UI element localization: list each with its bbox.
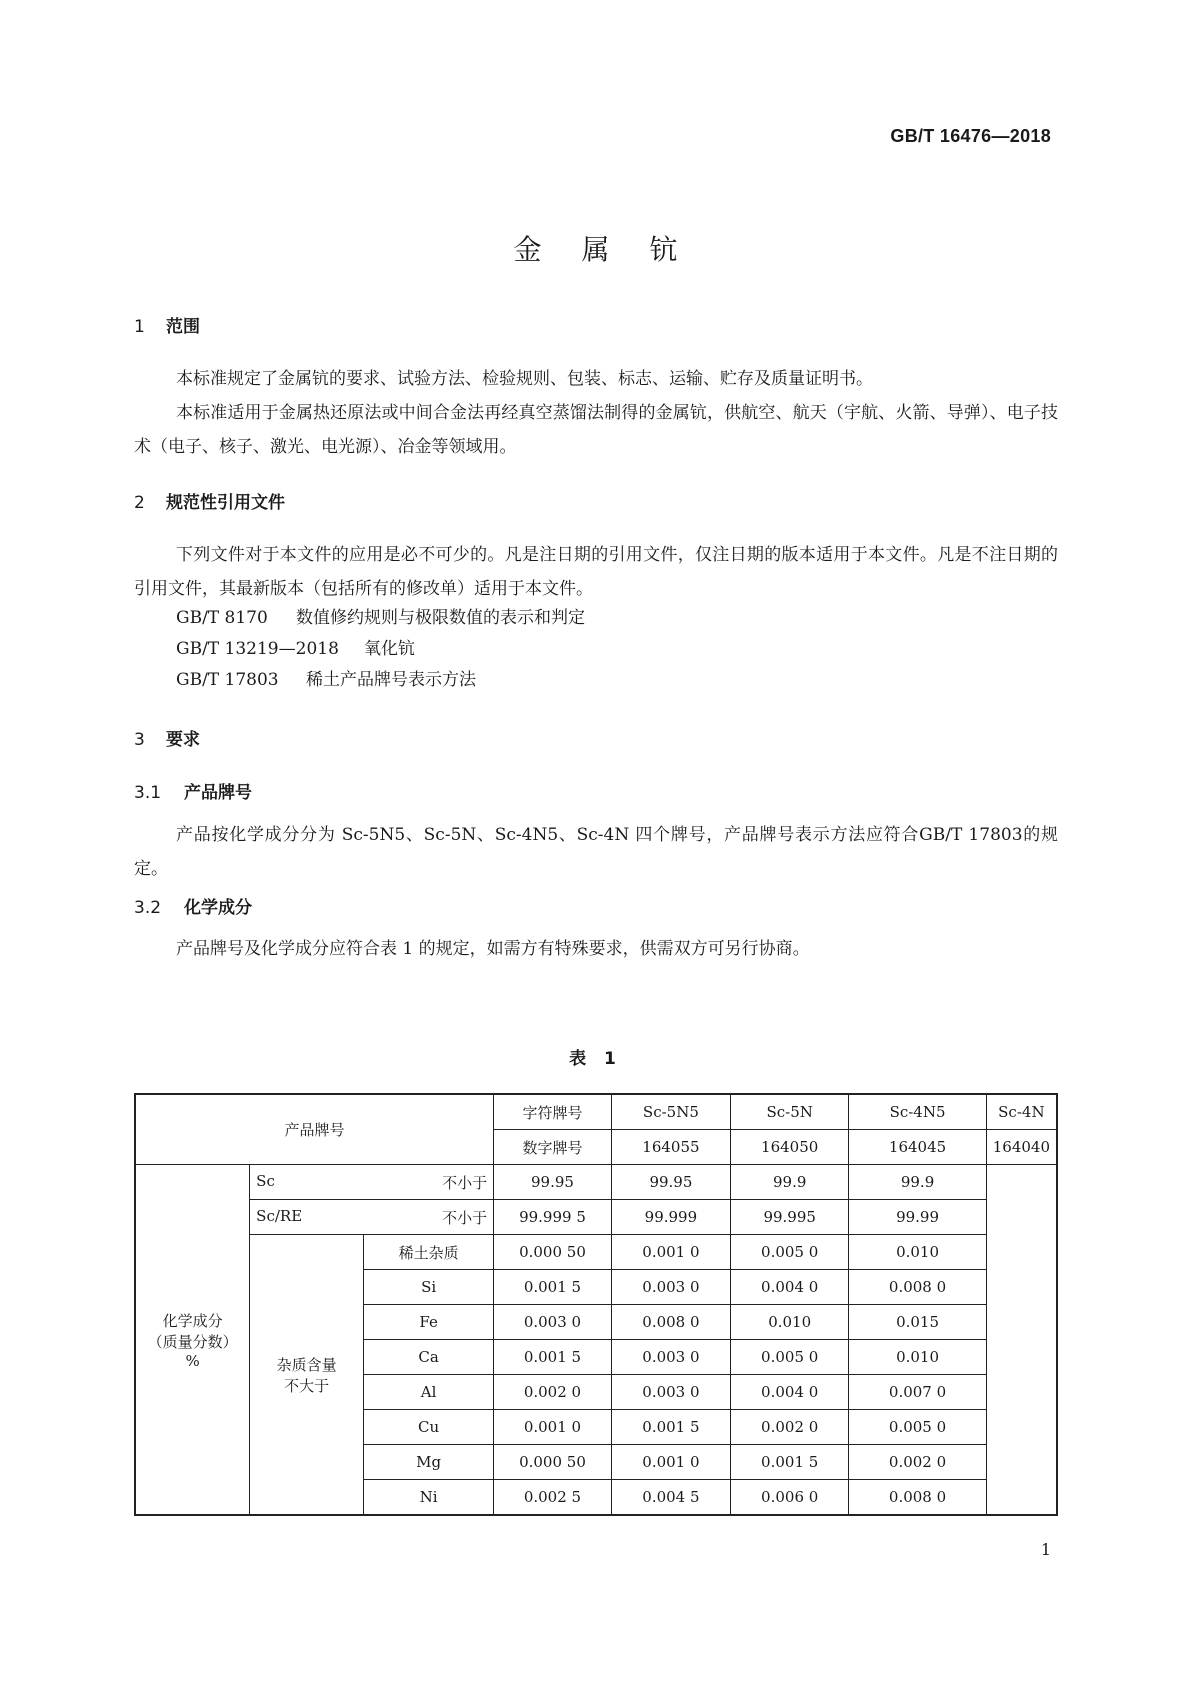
label-line: 化学成分: [162, 1311, 223, 1330]
value-cell: 0.004 0: [731, 1270, 849, 1305]
section-number: 3.1: [134, 783, 162, 803]
value-cell: 99.999: [611, 1200, 730, 1235]
grade-cell: Sc-5N5: [611, 1094, 730, 1130]
section-3-2-heading: [134, 893, 252, 918]
value-cell: 0.000 50: [494, 1235, 612, 1270]
value-cell: 99.995: [731, 1200, 849, 1235]
value-cell: 0.002 0: [731, 1410, 849, 1445]
value-cell: 0.004 0: [731, 1375, 849, 1410]
document-title: 金属钪: [513, 233, 718, 266]
reference-title: 数值修约规则与极限数值的表示和判定: [296, 608, 585, 628]
grade-cell: 164045: [849, 1130, 986, 1165]
reference-item: [176, 603, 585, 628]
paragraph: 下列文件对于本文件的应用是必不可少的。凡是注日期的引用文件，仅注日期的版本适用于本文件。凡是不注日期的引用文件，其最新版本（包括所有的修改单）适用于本文件。: [134, 545, 1058, 599]
value-cell: 0.006 0: [731, 1480, 849, 1516]
section-3-2-body: [134, 932, 1058, 966]
reference-code: GB/T 17803: [176, 670, 279, 690]
num-grade-label: 数字牌号: [494, 1130, 612, 1165]
value-cell: 0.001 0: [494, 1410, 612, 1445]
qualifier: 不小于: [442, 1173, 488, 1192]
section-title: 要求: [166, 730, 200, 750]
value-cell: 0.003 0: [611, 1270, 730, 1305]
impurity-name: Mg: [364, 1445, 494, 1480]
section-title: 化学成分: [184, 898, 252, 918]
value-cell: 0.001 0: [611, 1445, 730, 1480]
table-row: [135, 1094, 1057, 1130]
label-line: （质量分数）: [147, 1332, 238, 1351]
section-title: 产品牌号: [184, 783, 252, 803]
product-grade-header: 产品牌号: [135, 1094, 494, 1165]
paragraph: 本标准适用于金属热还原法或中间合金法再经真空蒸馏法制得的金属钪，供航空、航天（宇航、火箭、导弹）、电子技术（电子、核子、激光、电光源）、冶金等领域用。: [134, 403, 1058, 457]
value-cell: 0.005 0: [731, 1235, 849, 1270]
value-cell: 0.004 5: [611, 1480, 730, 1516]
section-3-1-heading: [134, 778, 252, 803]
impurity-name: Ca: [364, 1340, 494, 1375]
value-cell: 99.999 5: [494, 1200, 612, 1235]
impurity-name: Cu: [364, 1410, 494, 1445]
value-cell: 0.010: [849, 1340, 986, 1375]
section-2-heading: [134, 488, 285, 513]
grade-cell: Sc-4N5: [849, 1094, 986, 1130]
label-line: 不大于: [284, 1376, 330, 1395]
impurity-name: Al: [364, 1375, 494, 1410]
value-cell: 0.003 0: [494, 1305, 612, 1340]
value-cell: 0.015: [849, 1305, 986, 1340]
value-cell: 0.002 0: [849, 1445, 986, 1480]
impurity-name: Si: [364, 1270, 494, 1305]
impurity-label: [250, 1235, 364, 1516]
value-cell: 0.000 50: [494, 1445, 612, 1480]
value-cell: 99.95: [611, 1165, 730, 1200]
section-1-body: [134, 362, 1058, 464]
section-3-heading: [134, 725, 200, 750]
impurity-name: Ni: [364, 1480, 494, 1516]
label-line: 杂质含量: [276, 1355, 337, 1374]
value-cell: 0.003 0: [611, 1340, 730, 1375]
value-cell: 0.005 0: [849, 1410, 986, 1445]
value-cell: 0.003 0: [611, 1375, 730, 1410]
value-cell: 0.002 5: [494, 1480, 612, 1516]
char-grade-label: 字符牌号: [494, 1094, 612, 1130]
grade-cell: 164040: [986, 1130, 1057, 1165]
table-row: [135, 1200, 1057, 1235]
value-cell: 99.95: [494, 1165, 612, 1200]
section-number: 3: [134, 730, 145, 750]
element-name: Sc/RE: [256, 1206, 303, 1225]
section-number: 1: [134, 317, 145, 337]
reference-item: [176, 634, 415, 659]
value-cell: 0.002 0: [494, 1375, 612, 1410]
qualifier: 不小于: [442, 1208, 488, 1227]
reference-code: GB/T 13219—2018: [176, 639, 339, 659]
table-row: [135, 1165, 1057, 1200]
page-number: 1: [1040, 1540, 1051, 1559]
value-cell: 99.99: [849, 1200, 986, 1235]
reference-title: 稀土产品牌号表示方法: [306, 670, 476, 690]
paragraph: 本标准规定了金属钪的要求、试验方法、检验规则、包装、标志、运输、贮存及质量证明书。: [176, 369, 873, 389]
grade-cell: Sc-4N: [986, 1094, 1057, 1130]
section-number: 3.2: [134, 898, 162, 918]
grade-cell: Sc-5N: [731, 1094, 849, 1130]
value-cell: 0.001 5: [731, 1445, 849, 1480]
impurity-name: Fe: [364, 1305, 494, 1340]
section-number: 2: [134, 493, 145, 513]
label-line: %: [185, 1351, 200, 1370]
grade-cell: 164055: [611, 1130, 730, 1165]
element-name: Sc: [256, 1171, 275, 1190]
paragraph: 产品牌号及化学成分应符合表 1 的规定，如需方有特殊要求，供需双方可另行协商。: [176, 939, 810, 959]
section-title: 范围: [166, 317, 200, 337]
value-cell: 0.001 5: [494, 1270, 612, 1305]
chemical-composition-table: [134, 1093, 1058, 1516]
section-3-1-body: [134, 818, 1058, 886]
value-cell: 0.001 5: [611, 1410, 730, 1445]
section-2-intro: [134, 538, 1058, 606]
paragraph: 产品按化学成分分为 Sc-5N5、Sc-5N、Sc-4N5、Sc-4N 四个牌号，产品牌号表示方法应符合GB/T 17803的规定。: [134, 825, 1058, 879]
chem-composition-label: [135, 1165, 250, 1516]
value-cell: 0.005 0: [731, 1340, 849, 1375]
standard-code: GB/T 16476—2018: [890, 126, 1051, 146]
reference-item: [176, 665, 476, 690]
value-cell: 0.010: [849, 1235, 986, 1270]
value-cell: 0.008 0: [611, 1305, 730, 1340]
value-cell: 0.001 5: [494, 1340, 612, 1375]
value-cell: 0.008 0: [849, 1270, 986, 1305]
reference-code: GB/T 8170: [176, 608, 268, 628]
value-cell: 0.007 0: [849, 1375, 986, 1410]
min-row-label: [250, 1200, 494, 1235]
table-row: [135, 1235, 1057, 1270]
value-cell: 99.9: [849, 1165, 986, 1200]
min-row-label: [250, 1165, 494, 1200]
section-1-heading: [134, 312, 200, 337]
impurity-name: 稀土杂质: [364, 1235, 494, 1270]
value-cell: 99.9: [731, 1165, 849, 1200]
reference-title: 氧化钪: [364, 639, 415, 659]
value-cell: 0.008 0: [849, 1480, 986, 1516]
table-caption: 表 1: [569, 1049, 622, 1069]
value-cell: 0.010: [731, 1305, 849, 1340]
grade-cell: 164050: [731, 1130, 849, 1165]
value-cell: 0.001 0: [611, 1235, 730, 1270]
section-title: 规范性引用文件: [166, 493, 285, 513]
